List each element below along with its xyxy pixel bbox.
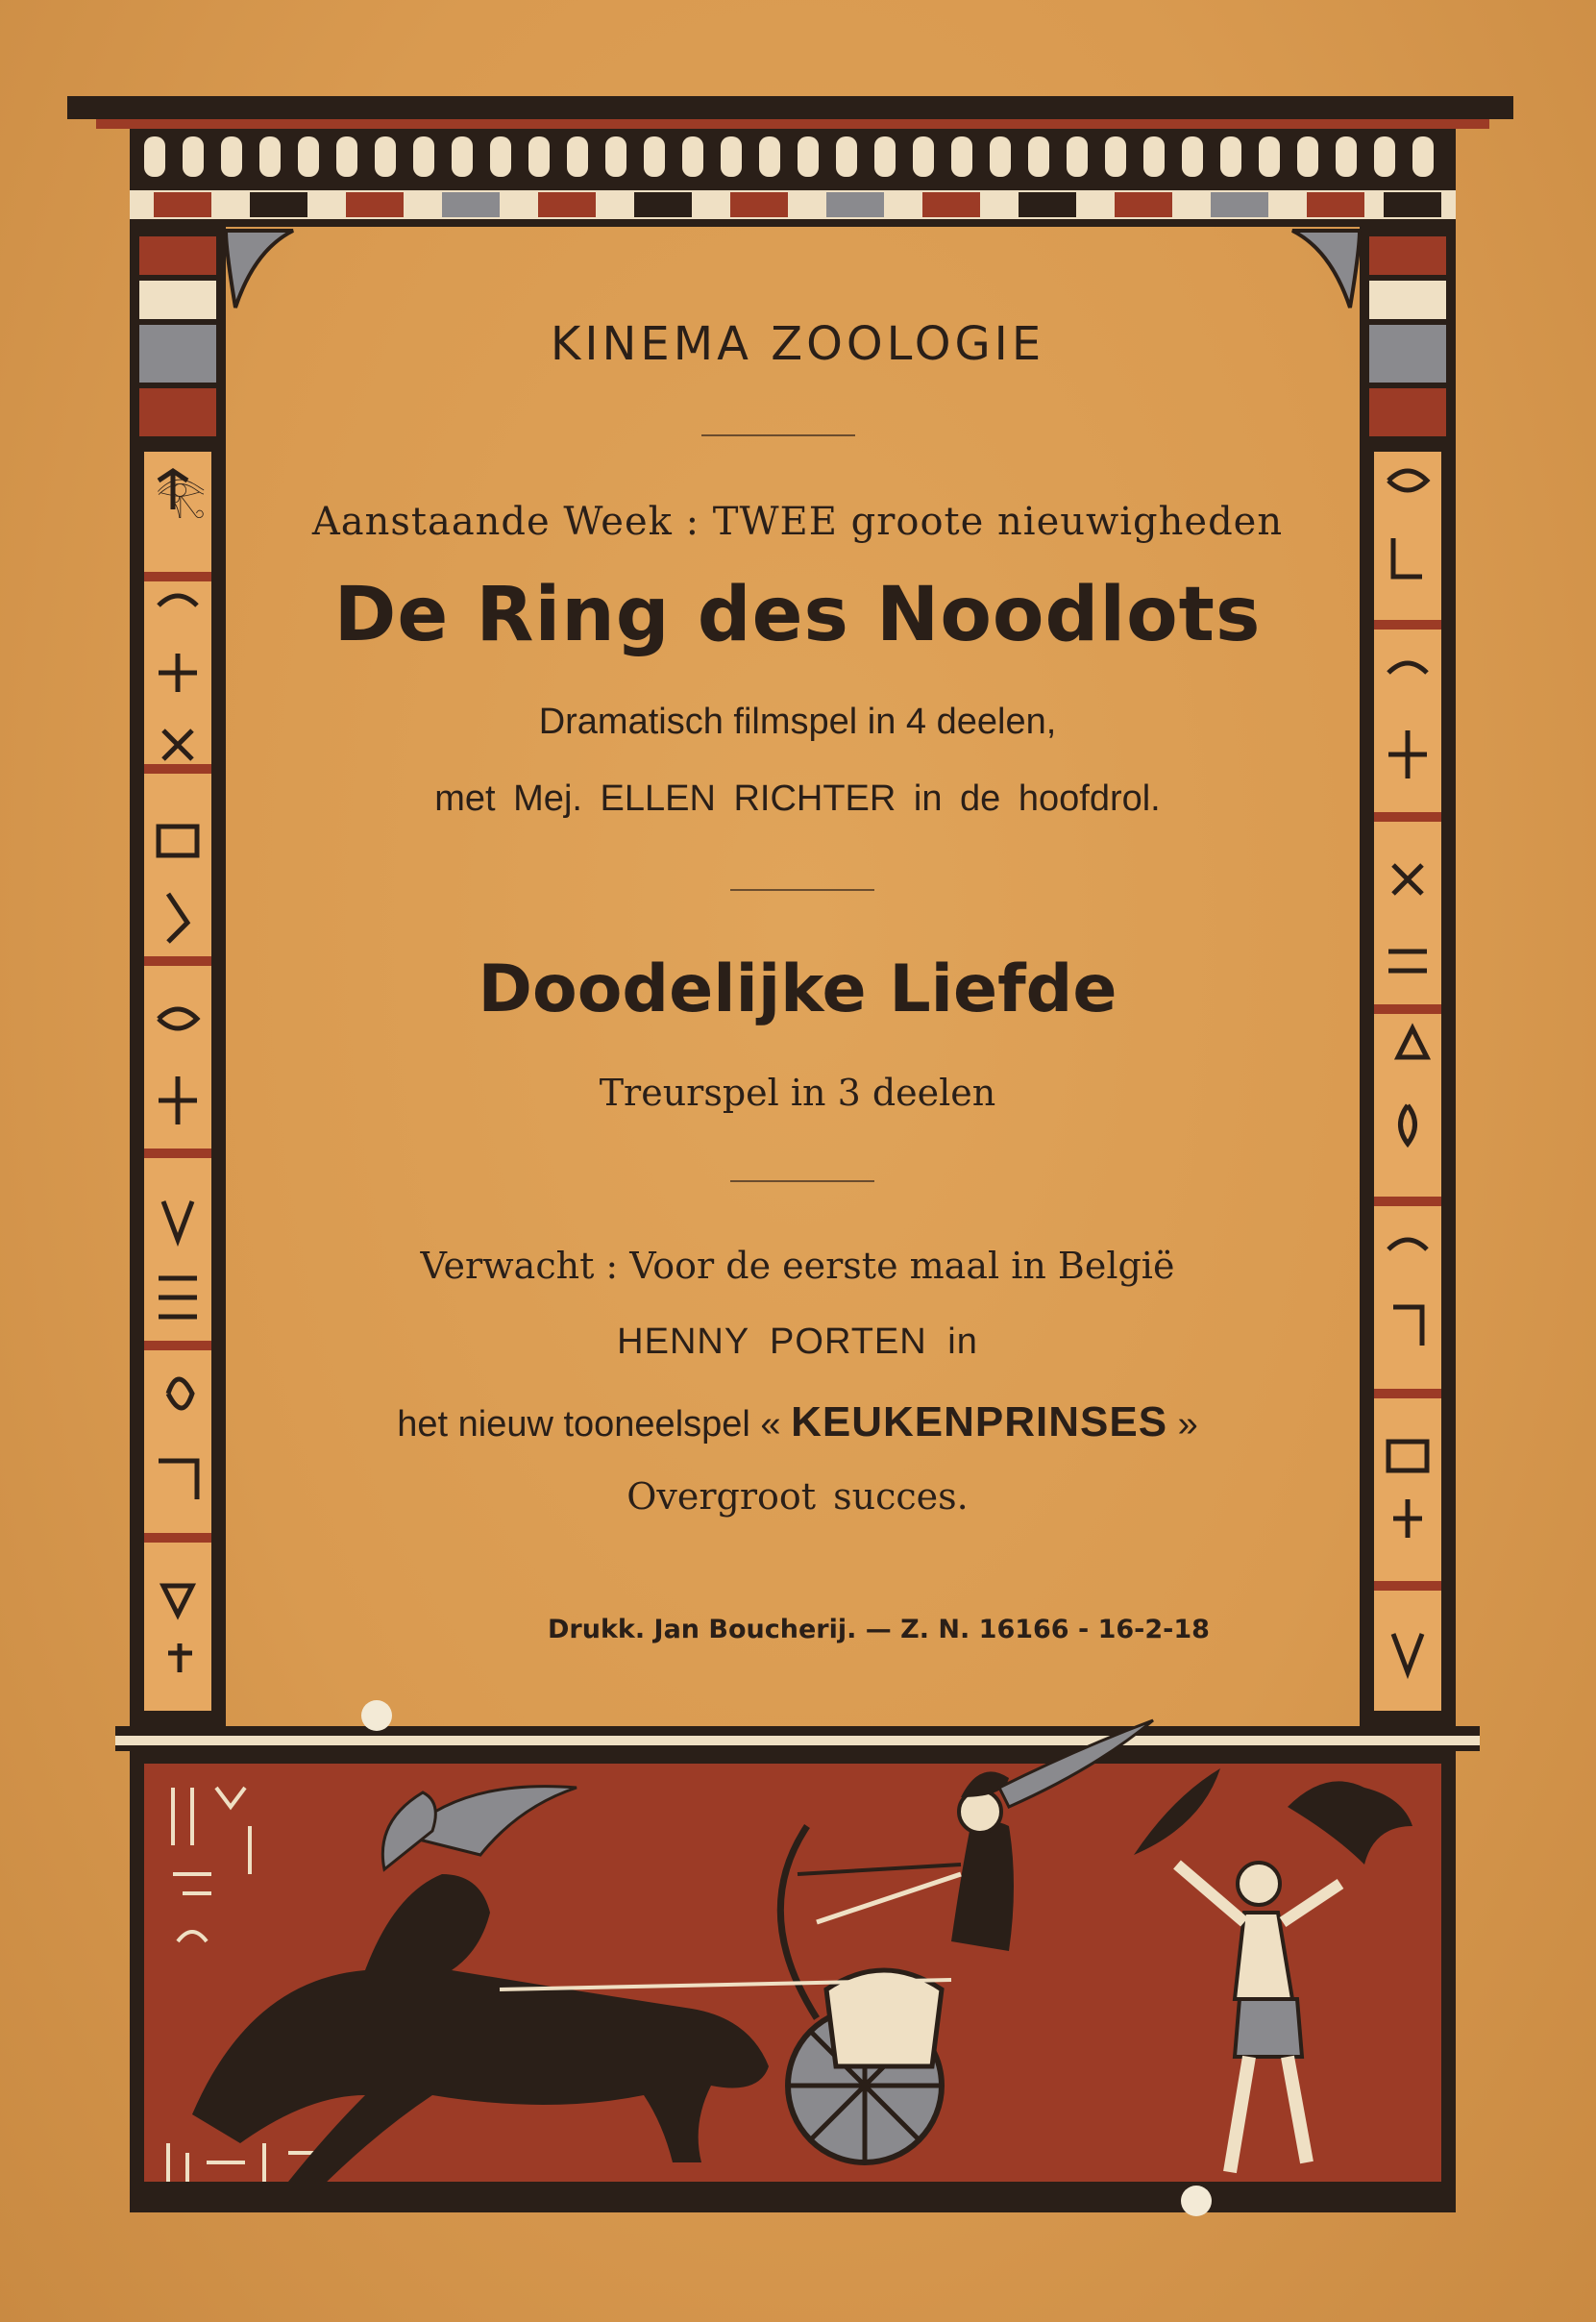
film2-title: Doodelijke Liefde bbox=[478, 951, 1117, 1027]
expected-line-3 bbox=[240, 1398, 1355, 1446]
film2-genre: Treurspel in 3 deelen bbox=[599, 1072, 996, 1114]
expected-line-4: Overgroot succes. bbox=[626, 1475, 969, 1518]
base-ledge bbox=[115, 1726, 1480, 1751]
film1-genre: Dramatisch filmspel in 4 deelen, bbox=[538, 702, 1057, 742]
cornice bbox=[67, 96, 1513, 227]
expected-line-3-prefix: het nieuw tooneelspel « bbox=[397, 1404, 781, 1445]
cinema-name: KINEMA ZOOLOGIE bbox=[550, 317, 1045, 371]
programme-text bbox=[240, 279, 1355, 1663]
expected-line-1: Verwacht : Voor de eerste maal in België bbox=[420, 1245, 1175, 1287]
chariot-relief bbox=[130, 1720, 1456, 2212]
film1-cast: met Mej. ELLEN RICHTER in de hoofdrol. bbox=[434, 778, 1161, 819]
film1-title: De Ring des Noodlots bbox=[333, 572, 1262, 658]
printer-imprint: Drukk. Jan Boucherij. — Z. N. 16166 - 16-2-18 bbox=[548, 1615, 1210, 1644]
expected-line-3-suffix: » bbox=[1177, 1404, 1198, 1445]
announcement-lead: Aanstaande Week : TWEE groote nieuwigheden bbox=[311, 500, 1284, 544]
svg-text:𓂀: 𓂀 bbox=[156, 472, 207, 519]
expected-line-3-title: KEUKENPRINSES bbox=[791, 1398, 1168, 1445]
right-column bbox=[1360, 227, 1456, 1726]
expected-line-2: HENNY PORTEN in bbox=[617, 1322, 978, 1362]
punch-hole-bottom bbox=[1181, 2186, 1212, 2216]
punch-hole-top bbox=[361, 1700, 392, 1731]
left-column bbox=[130, 227, 226, 1726]
